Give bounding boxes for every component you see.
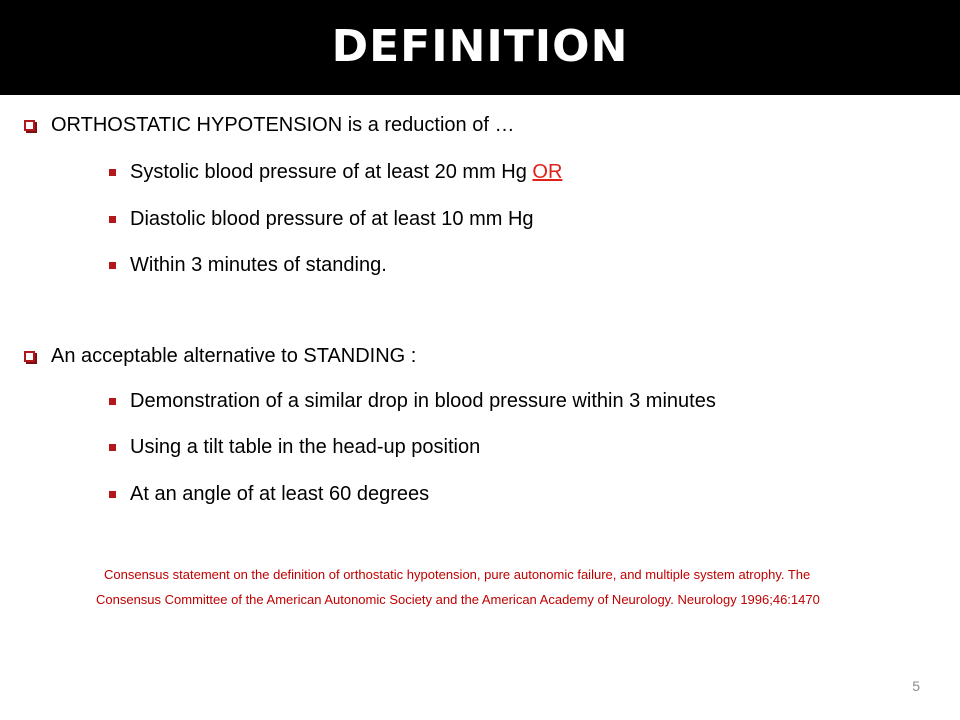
bullet-text: Using a tilt table in the head-up position [130,436,481,458]
bullet-item [109,160,562,184]
square-bullet-icon [109,491,116,498]
citation-line-1: Consensus statement on the definition of orthostatic hypotension, pure autonomic failure, and multiple system atrophy. The [104,567,811,582]
checkbox-bullet-icon [24,351,35,362]
citation-line-2: Consensus Committee of the American Autonomic Society and the American Academy of Neurology. Neurology 1996;46:1470 [96,592,820,607]
bullet-item [109,207,534,231]
square-bullet-icon [109,169,116,176]
square-bullet-icon [109,444,116,451]
bullet-text: Diastolic blood pressure of at least 10 mm Hg [130,208,534,230]
page-number: 5 [912,678,920,694]
section-heading [24,344,416,368]
bullet-text: Systolic blood pressure of at least 20 mm Hg [130,161,533,183]
bullet-item [109,482,429,506]
square-bullet-icon [109,262,116,269]
checkbox-bullet-icon [24,120,35,131]
bullet-text: Demonstration of a similar drop in blood pressure within 3 minutes [130,390,716,412]
bullet-text: At an angle of at least 60 degrees [130,483,430,505]
bullet-item [109,253,387,277]
bullet-item [109,389,716,413]
bullet-text: Within 3 minutes of standing. [130,254,387,276]
emphasis-or: OR [532,161,563,183]
bullet-item [109,435,480,459]
section-heading-text: ORTHOSTATIC HYPOTENSION is a reduction of … [51,114,515,136]
title-bar [0,0,960,95]
slide-title: DEFINITION [331,21,629,72]
square-bullet-icon [109,216,116,223]
citation [96,562,936,612]
section-heading [24,113,514,137]
section-heading-text: An acceptable alternative to STANDING : [51,345,417,367]
square-bullet-icon [109,398,116,405]
